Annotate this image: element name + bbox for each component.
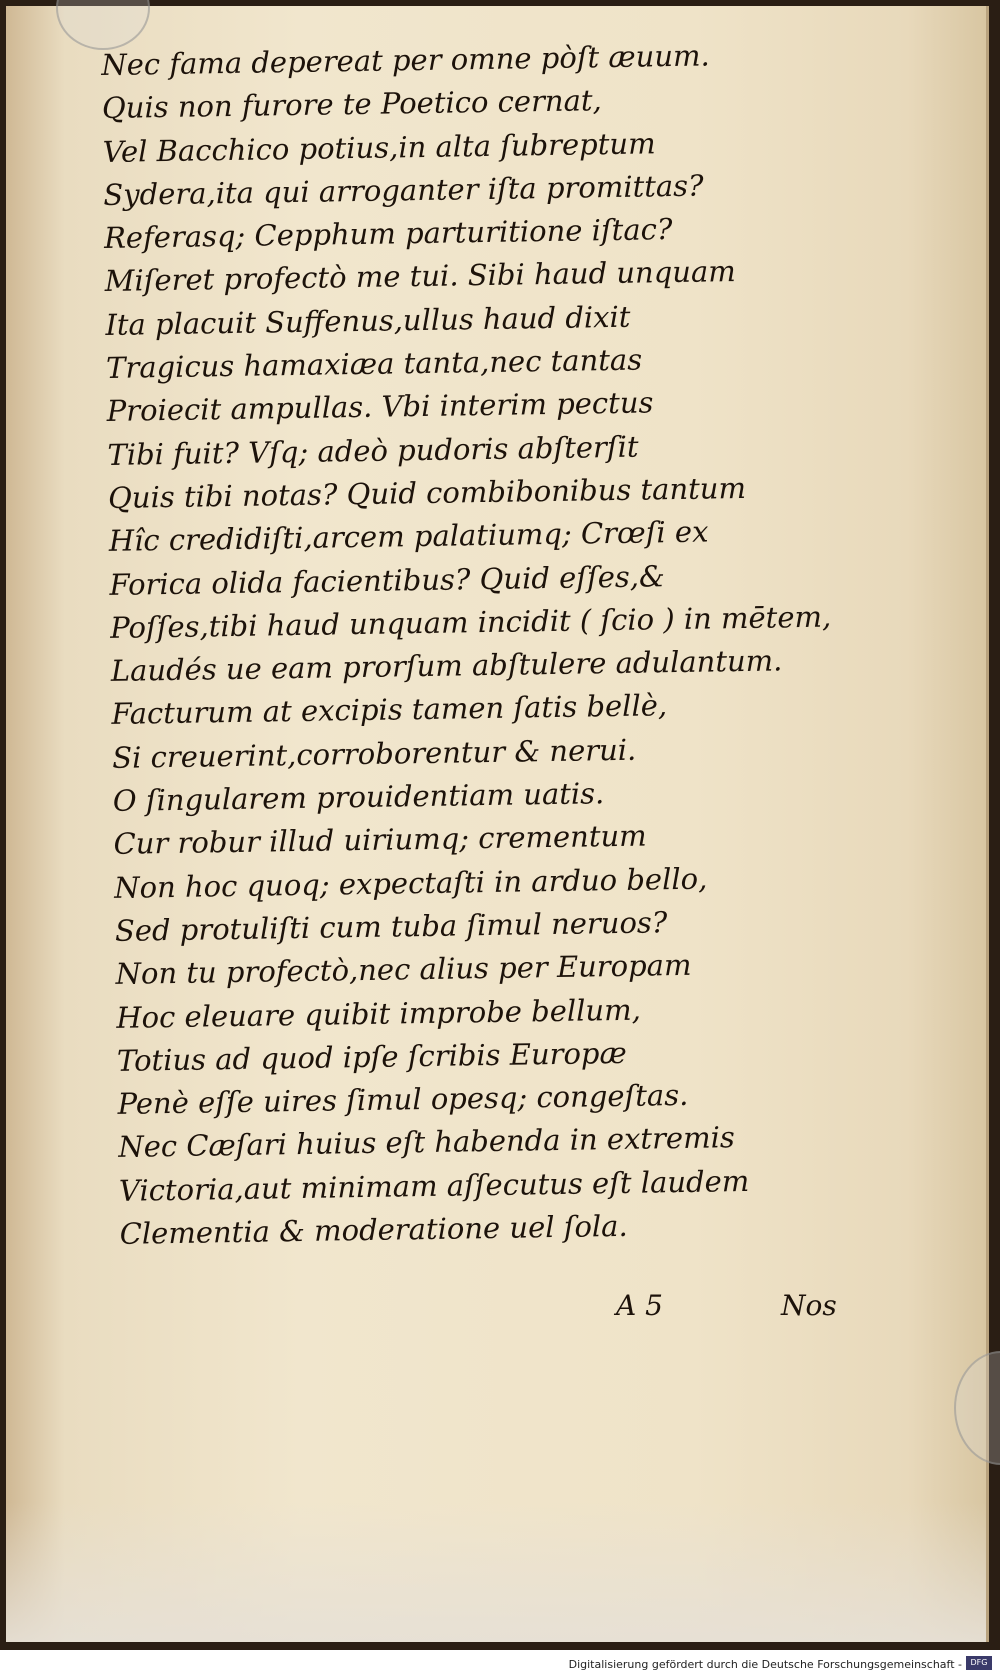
poem-line: Penè eſſe uires ſimul opesq; congeſtas. <box>117 1078 689 1121</box>
poem-line: Hîc credidiſti,arcem palatiumq; Crœſi ex <box>108 514 709 559</box>
poem-line: Facturum at excipis tamen ſatis bellè, <box>111 688 668 732</box>
book-page <box>6 6 989 1642</box>
poem-line: Laudés ue eam prorſum abſtulere adulantum. <box>110 643 783 689</box>
poem-line: Quis non furore te Poetico cernat, <box>101 83 603 126</box>
poem-line: Sed protuliſti cum tuba ſimul neruos? <box>114 905 668 948</box>
poem-line: Non hoc quoq; expectaſti in arduo bello, <box>113 861 708 905</box>
signature-mark: A 5 <box>616 1289 663 1322</box>
poem-line: Non tu profectò,nec alius per Europam <box>115 948 692 992</box>
poem-line: Sydera,ita qui arroganter iſta promittas? <box>103 168 704 212</box>
poem-line: Forica olida facientibus? Quid eſſes,& <box>109 558 666 602</box>
poem-line: Clementia & moderatione uel ſola. <box>119 1208 628 1251</box>
poem-line: Ita placuit Suffenus,ullus haud dixit <box>105 299 631 342</box>
poem-line: Referasq; Cepphum parturitione iſtac? <box>103 212 673 256</box>
poem-line: Cur robur illud uiriumq; crementum <box>113 818 647 862</box>
poem-line: Proiecit ampullas. Vbi interim pectus <box>106 385 654 429</box>
poem-line: Totius ad quod ipſe ſcribis Europæ <box>116 1035 627 1078</box>
funding-notice: Digitalisierung gefördert durch die Deutsche Forschungsgemeinschaft - <box>568 1658 962 1671</box>
poem-line: Vel Bacchico potius,in alta ſubreptum <box>102 125 656 169</box>
page-clip-right <box>954 1351 1000 1465</box>
poem-line: Si creuerint,corroborentur & nerui. <box>111 732 637 775</box>
poem-line: Nec Cæſari huius eſt habenda in extremis <box>118 1120 735 1165</box>
poem-line: Quis tibi notas? Quid combibonibus tantum <box>107 470 747 515</box>
poem-line: Poſſes,tibi haud unquam incidit ( ſcio ) in mētem, <box>109 599 832 645</box>
digitization-footer <box>0 1650 1000 1677</box>
catchword: Nos <box>781 1289 837 1322</box>
poem-line: Victoria,aut minimam aſſecutus eſt laudem <box>118 1163 750 1208</box>
poem-line: O ſingularem prouidentiam uatis. <box>112 776 605 818</box>
poem-text <box>101 32 900 1256</box>
poem-line: Miſeret profectò me tui. Sibi haud unquam <box>104 254 736 299</box>
poem-line: Nec fama depereat per omne pòſt æuum. <box>101 38 710 82</box>
dfg-logo: DFG <box>966 1656 992 1670</box>
poem-line: Hoc eleuare quibit improbe bellum, <box>116 992 642 1035</box>
poem-line: Tragicus hamaxiæa tanta,nec tantas <box>105 342 643 386</box>
poem-line: Tibi fuit? Vſq; adeò pudoris abſterſit <box>107 429 639 472</box>
